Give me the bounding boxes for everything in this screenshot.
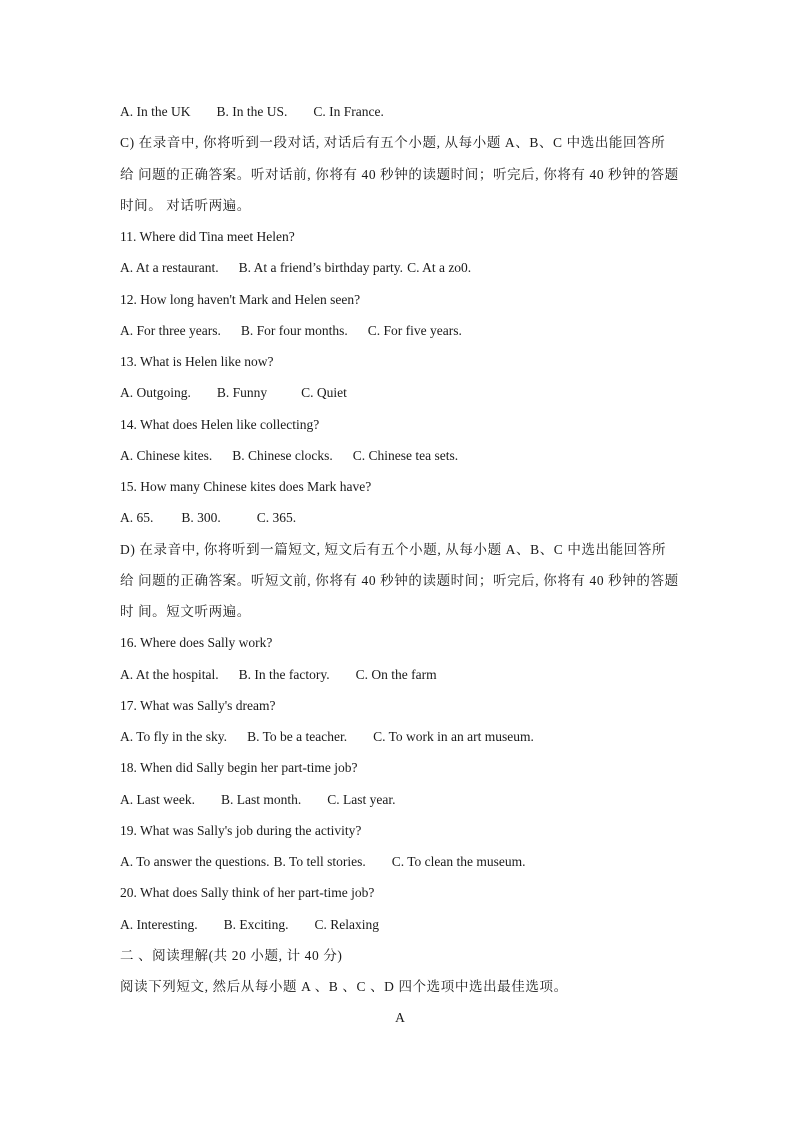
option-b: B. Chinese clocks. <box>232 447 333 463</box>
option-b: B. Funny <box>216 385 268 401</box>
option-a: A. Interesting. <box>120 916 198 932</box>
question-20: 20. What does Sally think of her part-time job? <box>120 885 375 901</box>
options-line <box>120 100 680 131</box>
option-b: B. Exciting. <box>223 916 289 932</box>
option-b: B. For four months. <box>240 322 348 338</box>
option-c: C. For five years. <box>367 322 462 338</box>
reading-instructions: 阅读下列短文, 然后从每小题 A 、B 、C 、D 四个选项中选出最佳选项。 <box>120 979 568 994</box>
option-a: A. 65. <box>120 510 154 526</box>
option-b: B. 300. <box>181 510 221 526</box>
section-c-instructions-line-2: 给 问题的正确答案。听对话前, 你将有 40 秒钟的读题时间；听完后, 你将有 40 秒钟的答题 <box>120 166 679 182</box>
question-16: 16. Where does Sally work? <box>120 635 273 651</box>
section-d-instructions-line-3: 时 间。短文听两遍。 <box>120 604 251 619</box>
options-line <box>120 444 680 475</box>
option-b: B. In the factory. <box>238 666 330 682</box>
option-c: C. To clean the museum. <box>391 854 526 869</box>
section-d-instructions-line-2: 给 问题的正确答案。听短文前, 你将有 40 秒钟的读题时间；听完后, 你将有 40 秒钟的答题 <box>120 572 679 588</box>
option-a: A. To answer the questions. <box>120 854 270 869</box>
option-c: C. 365. <box>256 510 297 526</box>
options-line <box>120 381 680 412</box>
question-14: 14. What does Helen like collecting? <box>120 416 320 432</box>
section-d-instructions-line-1: D) 在录音中, 你将听到一篇短文, 短文后有五个小题, 从每小题 A、B、C 中选出能回答所 <box>120 541 667 557</box>
option-a: A. Chinese kites. <box>120 447 213 463</box>
options-line <box>120 913 680 944</box>
option-a: A. At the hospital. <box>120 666 219 682</box>
question-19: 19. What was Sally's job during the activity? <box>120 822 362 838</box>
option-a: A. To fly in the sky. <box>120 729 228 744</box>
option-a: A. In the UK <box>120 104 191 119</box>
options-line <box>120 256 680 287</box>
options-line <box>120 788 680 819</box>
section-heading-reading: 二 、阅读理解(共 20 小题, 计 40 分) <box>120 947 343 963</box>
options-line <box>120 850 680 881</box>
option-c: C. At a zo0. <box>407 260 472 276</box>
question-12: 12. How long haven't Mark and Helen seen? <box>120 291 361 307</box>
question-18: 18. When did Sally begin her part-time job? <box>120 760 358 776</box>
options-line <box>120 319 680 350</box>
option-b: B. At a friend’s birthday party. <box>238 260 404 276</box>
option-b: B. To tell stories. <box>273 854 366 869</box>
option-a: A. At a restaurant. <box>120 260 219 276</box>
section-c-instructions-line-1: C) 在录音中, 你将听到一段对话, 对话后有五个小题, 从每小题 A、B、C 中选出能回答所 <box>120 135 666 151</box>
option-b: B. Last month. <box>220 791 302 807</box>
question-13: 13. What is Helen like now? <box>120 354 274 369</box>
option-c: C. In France. <box>313 104 384 119</box>
option-c: C. Chinese tea sets. <box>352 447 459 463</box>
option-b: B. To be a teacher. <box>247 729 348 744</box>
option-c: C. Quiet <box>301 385 347 401</box>
option-a: A. Last week. <box>120 791 195 807</box>
option-b: B. In the US. <box>216 104 288 119</box>
options-line <box>120 663 680 694</box>
question-11: 11. Where did Tina meet Helen? <box>120 229 295 244</box>
document-page <box>120 100 680 1038</box>
section-c-instructions-line-3: 时间。 对话听两遍。 <box>120 197 251 213</box>
passage-label: A <box>395 1010 405 1026</box>
option-c: C. Relaxing <box>314 916 379 932</box>
option-a: A. For three years. <box>120 322 221 338</box>
option-c: C. On the farm <box>355 666 437 682</box>
options-line <box>120 725 680 756</box>
option-c: C. Last year. <box>327 791 396 807</box>
option-c: C. To work in an art museum. <box>373 729 534 744</box>
options-line <box>120 506 680 537</box>
question-15: 15. How many Chinese kites does Mark have? <box>120 479 372 494</box>
option-a: A. Outgoing. <box>120 385 191 401</box>
question-17: 17. What was Sally's dream? <box>120 697 276 713</box>
